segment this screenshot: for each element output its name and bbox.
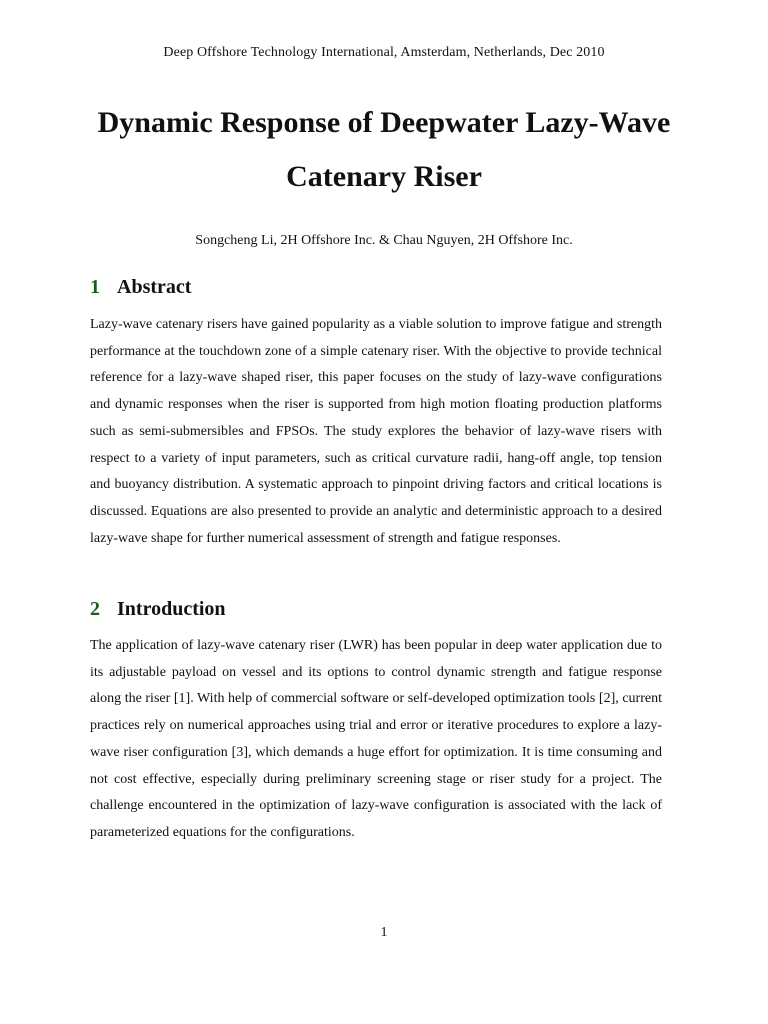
section-heading-introduction: [90, 598, 226, 621]
section-title: Introduction: [117, 598, 226, 620]
paper-title: Dynamic Response of Deepwater Lazy-Wave Catenary Riser: [97, 106, 671, 193]
section-number: 2: [90, 598, 100, 620]
section-number: 1: [90, 276, 100, 298]
section-title: Abstract: [117, 276, 192, 298]
abstract-paragraph: Lazy-wave catenary risers have gained popularity as a viable solution to improve fatigue and strength performance at the touchdown zone of a simple catenary riser. With the objective to provide technical reference for a lazy-wave shaped riser, this paper focuses on the study of lazy-wave configurations and dynamic responses when the riser is supported from high motion floating production platforms such as semi-submersibles and FPSOs. The study explores the behavior of lazy-wave risers with respect to a variety of input parameters, such as critical curvature radii, hang-off angle, top tension and buoyancy distribution. A systematic approach to pinpoint driving factors and critical locations is discussed. Equations are also presented to provide an analytic and deterministic approach to a desired lazy-wave shape for further numerical assessment of strength and fatigue responses.: [90, 317, 662, 546]
author-line: Songcheng Li, 2H Offshore Inc. & Chau Nguyen, 2H Offshore Inc.: [195, 233, 573, 248]
page-number: 1: [380, 925, 388, 940]
running-header: Deep Offshore Technology International, Amsterdam, Netherlands, Dec 2010: [163, 45, 605, 60]
section-heading-abstract: [90, 276, 191, 299]
introduction-paragraph: The application of lazy-wave catenary riser (LWR) has been popular in deep water application due to its adjustable payload on vessel and its options to control dynamic strength and fatigue response along the riser [1]. With help of commercial software or self-developed optimization tools [2], current practices rely on numerical approaches using trial and error or iterative procedures to explore a lazy-wave riser configuration [3], which demands a huge effort for optimization. It is time consuming and not cost effective, especially during preliminary screening stage or riser study for a project. The challenge encountered in the optimization of lazy-wave configuration is associated with the lack of parameterized equations for the configurations.: [90, 638, 662, 840]
